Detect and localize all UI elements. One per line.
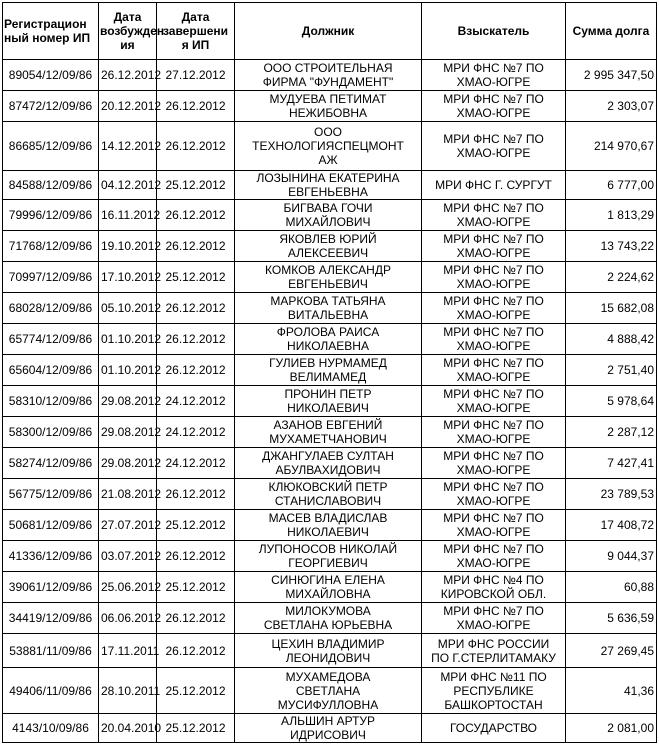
start-date-cell: 05.10.2012	[99, 293, 157, 324]
debtor-cell-line: НИКОЛАЕВНА	[287, 339, 369, 353]
claimant-cell	[422, 572, 566, 603]
claimant-cell-line: ХМАО-ЮГРЕ	[456, 432, 531, 446]
debtor-cell	[235, 714, 422, 743]
start-date-cell: 06.06.2012	[99, 603, 157, 634]
claimant-cell-line: МРИ ФНС №7 ПО	[443, 387, 544, 401]
start-date-cell: 29.08.2012	[99, 417, 157, 448]
claimant-cell-line: ГОСУДАРСТВО	[449, 721, 538, 735]
claimant-cell-line: ХМАО-ЮГРЕ	[456, 556, 531, 570]
start-date-cell: 26.12.2012	[99, 60, 157, 91]
debtor-cell-line: ГЕОРГИЕВИЧ	[288, 556, 368, 570]
debtor-cell-line: ООО	[313, 125, 342, 139]
amount-cell: 2 303,07	[566, 91, 657, 122]
start-date-cell: 20.12.2012	[99, 91, 157, 122]
debtor-cell	[235, 355, 422, 386]
debtor-cell-line: МУСИФУЛЛОВНА	[277, 697, 379, 712]
debtor-cell	[235, 262, 422, 293]
claimant-cell	[422, 634, 566, 668]
claimant-cell	[422, 479, 566, 510]
start-date-cell: 14.12.2012	[99, 122, 157, 171]
debtor-cell-line: ЕВГЕНЬЕВНА	[288, 185, 368, 199]
amount-cell: 13 743,22	[566, 231, 657, 262]
debtor-cell-line: КЛЮКОВСКИЙ ПЕТР	[268, 480, 388, 494]
amount-cell: 4 888,42	[566, 324, 657, 355]
end-date-cell: 27.12.2012	[157, 60, 235, 91]
start-date-cell: 29.08.2012	[99, 386, 157, 417]
claimant-cell-line: МРИ ФНС Г. СУРГУТ	[435, 178, 552, 192]
header-text-line: завершени	[162, 24, 228, 38]
debtor-cell-line: ПРОНИН ПЕТР	[284, 387, 372, 401]
debtor-cell-line: НЕЖИБОВНА	[288, 106, 368, 120]
start-date-cell: 27.07.2012	[99, 510, 157, 541]
debtor-cell-line: ДЖАНГУЛАЕВ СУЛТАН	[262, 449, 394, 463]
debtor-cell-line: ЦЕХИН ВЛАДИМИР	[271, 636, 385, 651]
start-date-cell: 17.11.2011	[99, 634, 157, 668]
header-text-line: Сумма долга	[572, 24, 650, 38]
reg-number-cell: 70997/12/09/86	[3, 262, 99, 293]
debtor-cell	[235, 91, 422, 122]
claimant-cell	[422, 668, 566, 714]
amount-cell: 1 813,29	[566, 200, 657, 231]
reg-number-cell: 89054/12/09/86	[3, 60, 99, 91]
claimant-cell-line: МРИ ФНС №7 ПО	[443, 132, 544, 146]
table-row	[3, 171, 657, 200]
claimant-cell-line: ХМАО-ЮГРЕ	[456, 370, 531, 384]
claimant-cell-line: ХМАО-ЮГРЕ	[456, 525, 531, 539]
reg-number-cell: 34419/12/09/86	[3, 603, 99, 634]
claimant-cell-line: ХМАО-ЮГРЕ	[456, 75, 531, 89]
debtor-cell-line: ТЕХНОЛОГИЯСПЕЦМОНТ	[252, 139, 404, 153]
end-date-cell: 26.12.2012	[157, 122, 235, 171]
col-header-amount	[566, 3, 657, 60]
debtor-cell	[235, 668, 422, 714]
end-date-cell: 26.12.2012	[157, 231, 235, 262]
reg-number-cell: 71768/12/09/86	[3, 231, 99, 262]
end-date-cell: 26.12.2012	[157, 603, 235, 634]
claimant-cell	[422, 262, 566, 293]
table-row	[3, 417, 657, 448]
debtor-cell	[235, 603, 422, 634]
end-date-cell: 26.12.2012	[157, 91, 235, 122]
claimant-cell-line: МРИ ФНС №7 ПО	[443, 449, 544, 463]
start-date-cell: 21.08.2012	[99, 479, 157, 510]
end-date-cell: 26.12.2012	[157, 634, 235, 668]
end-date-cell: 26.12.2012	[157, 293, 235, 324]
enforcement-proceedings-table	[2, 2, 657, 743]
claimant-cell-line: МРИ ФНС №7 ПО	[443, 356, 544, 370]
debtor-cell-line: ГУЛИЕВ НУРМАМЕД	[269, 356, 387, 370]
debtor-cell-line: МИХАЙЛОВНА	[285, 587, 371, 601]
header-text-line: Должник	[301, 24, 355, 38]
table-row	[3, 262, 657, 293]
table-row	[3, 91, 657, 122]
debtor-cell-line: ВИТАЛЬЕВНА	[287, 308, 369, 322]
debtor-cell	[235, 634, 422, 668]
table-row	[3, 448, 657, 479]
debtor-cell	[235, 448, 422, 479]
debtor-cell-line: ЛОЗЫНИНА ЕКАТЕРИНА	[256, 171, 400, 185]
debtor-cell	[235, 417, 422, 448]
claimant-cell-line: ХМАО-ЮГРЕ	[456, 618, 531, 632]
claimant-cell	[422, 60, 566, 91]
claimant-cell	[422, 448, 566, 479]
table-row	[3, 60, 657, 91]
debtor-cell	[235, 541, 422, 572]
start-date-cell: 01.10.2012	[99, 324, 157, 355]
debtor-cell	[235, 572, 422, 603]
end-date-cell: 26.12.2012	[157, 324, 235, 355]
claimant-cell-line: ПО Г.СТЕРЛИТАМАКУ	[431, 650, 556, 665]
claimant-cell-line: МРИ ФНС №7 ПО	[443, 92, 544, 106]
claimant-cell	[422, 171, 566, 200]
debtor-cell-line: АЛЕКСЕЕВИЧ	[287, 246, 369, 260]
debtor-cell-line: АЛЬШИН АРТУР	[280, 714, 376, 728]
claimant-cell-line: ХМАО-ЮГРЕ	[456, 463, 531, 477]
start-date-cell: 25.06.2012	[99, 572, 157, 603]
amount-cell: 5 636,59	[566, 603, 657, 634]
claimant-cell-line: ХМАО-ЮГРЕ	[456, 146, 531, 160]
debtor-cell-line: СТАНИСЛАВОВИЧ	[274, 494, 382, 508]
debtor-cell-line: СВЕТЛАНА	[295, 683, 361, 698]
reg-number-cell: 86685/12/09/86	[3, 122, 99, 171]
start-date-cell: 28.10.2011	[99, 668, 157, 714]
claimant-cell	[422, 122, 566, 171]
claimant-cell	[422, 355, 566, 386]
end-date-cell: 26.12.2012	[157, 541, 235, 572]
header-text-line: Взыскатель	[457, 24, 530, 38]
debtor-cell-line: ВЕЛИМАМЕД	[289, 370, 367, 384]
debtor-cell	[235, 386, 422, 417]
amount-cell: 23 789,53	[566, 479, 657, 510]
debtor-cell	[235, 122, 422, 171]
header-text-line: Дата	[181, 10, 210, 24]
table-row	[3, 386, 657, 417]
debtor-cell-line: АЗАНОВ ЕВГЕНИЙ	[273, 418, 383, 432]
claimant-cell-line: МРИ ФНС №7 ПО	[443, 232, 544, 246]
reg-number-cell: 56775/12/09/86	[3, 479, 99, 510]
header-text-line: ия	[120, 38, 135, 52]
debtor-cell-line: ФРОЛОВА РАИСА	[276, 325, 380, 339]
reg-number-cell: 87472/12/09/86	[3, 91, 99, 122]
claimant-cell	[422, 293, 566, 324]
start-date-cell: 17.10.2012	[99, 262, 157, 293]
debtor-cell	[235, 324, 422, 355]
amount-cell: 2 224,62	[566, 262, 657, 293]
start-date-cell: 03.07.2012	[99, 541, 157, 572]
claimant-cell-line: ХМАО-ЮГРЕ	[456, 494, 531, 508]
debtor-cell-line: МУХАМЕДОВА	[285, 669, 371, 684]
table-body	[3, 60, 657, 743]
start-date-cell: 04.12.2012	[99, 171, 157, 200]
claimant-cell-line: МРИ ФНС №7 ПО	[443, 542, 544, 556]
table-row	[3, 510, 657, 541]
claimant-cell	[422, 541, 566, 572]
reg-number-cell: 49406/11/09/86	[3, 668, 99, 714]
claimant-cell-line: МРИ ФНС №7 ПО	[443, 294, 544, 308]
debtor-cell	[235, 200, 422, 231]
end-date-cell: 24.12.2012	[157, 417, 235, 448]
claimant-cell-line: БАШКОРТОСТАН	[444, 697, 543, 712]
reg-number-cell: 65604/12/09/86	[3, 355, 99, 386]
claimant-cell-line: МРИ ФНС №11 ПО	[440, 669, 547, 684]
reg-number-cell: 39061/12/09/86	[3, 572, 99, 603]
debtor-cell	[235, 293, 422, 324]
reg-number-cell: 58274/12/09/86	[3, 448, 99, 479]
claimant-cell	[422, 417, 566, 448]
header-text-line: возбужден	[100, 24, 165, 38]
claimant-cell-line: КИРОВСКОЙ ОБЛ.	[440, 587, 547, 601]
table-row	[3, 293, 657, 324]
amount-cell: 2 081,00	[566, 714, 657, 743]
debtor-cell-line: ЯКОВЛЕВ ЮРИЙ	[279, 232, 377, 246]
claimant-cell	[422, 510, 566, 541]
table-row	[3, 122, 657, 171]
claimant-cell-line: МРИ ФНС РОССИИ	[437, 636, 550, 651]
debtor-cell	[235, 510, 422, 541]
col-header-start-date	[99, 3, 165, 60]
reg-number-cell: 58300/12/09/86	[3, 417, 99, 448]
end-date-cell: 26.12.2012	[157, 355, 235, 386]
claimant-cell-line: РЕСПУБЛИКЕ	[453, 683, 534, 698]
amount-cell: 9 044,37	[566, 541, 657, 572]
claimant-cell-line: ХМАО-ЮГРЕ	[456, 246, 531, 260]
debtor-cell-line: МИХАЙЛОВИЧ	[285, 215, 371, 229]
col-header-reg-number	[3, 3, 99, 60]
table-header-row	[3, 3, 657, 60]
debtor-cell-line: ЛЕОНИДОВИЧ	[285, 650, 371, 665]
debtor-cell-line: ФИРМА "ФУНДАМЕНТ"	[262, 75, 394, 89]
debtor-cell-line: ЛУПОНОСОВ НИКОЛАЙ	[258, 542, 398, 556]
end-date-cell: 25.12.2012	[157, 668, 235, 714]
end-date-cell: 24.12.2012	[157, 448, 235, 479]
debtor-cell-line: МУДУЕВА ПЕТИМАТ	[269, 92, 387, 106]
end-date-cell: 26.12.2012	[157, 200, 235, 231]
amount-cell: 214 970,67	[566, 122, 657, 171]
reg-number-cell: 50681/12/09/86	[3, 510, 99, 541]
debtor-cell-line: МАСЕВ ВЛАДИСЛАВ	[268, 511, 388, 525]
amount-cell: 2 995 347,50	[566, 60, 657, 91]
end-date-cell: 25.12.2012	[157, 572, 235, 603]
claimant-cell-line: ХМАО-ЮГРЕ	[456, 339, 531, 353]
debtor-cell-line: БИГВАВА ГОЧИ	[283, 201, 373, 215]
claimant-cell-line: ХМАО-ЮГРЕ	[456, 401, 531, 415]
reg-number-cell: 58310/12/09/86	[3, 386, 99, 417]
claimant-cell	[422, 200, 566, 231]
header-text-line: Регистрацион	[4, 17, 87, 31]
amount-cell: 2 287,12	[566, 417, 657, 448]
end-date-cell: 26.12.2012	[157, 479, 235, 510]
reg-number-cell: 41336/12/09/86	[3, 541, 99, 572]
debtor-cell-line: МУХАМЕТЧАНОВИЧ	[269, 432, 387, 446]
amount-cell: 27 269,45	[566, 634, 657, 668]
table-row	[3, 324, 657, 355]
debtor-cell-line: МИЛОКУМОВА	[285, 604, 371, 618]
table-row	[3, 668, 657, 714]
amount-cell: 41,36	[566, 668, 657, 714]
debtor-cell-line: ООО СТРОИТЕЛЬНАЯ	[263, 61, 393, 75]
debtor-cell	[235, 231, 422, 262]
table-row	[3, 200, 657, 231]
start-date-cell: 20.04.2010	[99, 714, 157, 743]
claimant-cell	[422, 386, 566, 417]
claimant-cell-line: МРИ ФНС №7 ПО	[443, 263, 544, 277]
amount-cell: 7 427,41	[566, 448, 657, 479]
amount-cell: 15 682,08	[566, 293, 657, 324]
claimant-cell	[422, 91, 566, 122]
claimant-cell-line: ХМАО-ЮГРЕ	[456, 308, 531, 322]
reg-number-cell: 53881/11/09/86	[3, 634, 99, 668]
header-text-line: Дата	[113, 10, 142, 24]
claimant-cell-line: МРИ ФНС №7 ПО	[443, 480, 544, 494]
amount-cell: 5 978,64	[566, 386, 657, 417]
end-date-cell: 25.12.2012	[157, 262, 235, 293]
end-date-cell: 25.12.2012	[157, 171, 235, 200]
claimant-cell-line: МРИ ФНС №7 ПО	[443, 61, 544, 75]
debtor-cell-line: ЕВГЕНЬЕВИЧ	[288, 277, 368, 291]
table-row	[3, 572, 657, 603]
claimant-cell-line: МРИ ФНС №7 ПО	[443, 604, 544, 618]
amount-cell: 6 777,00	[566, 171, 657, 200]
end-date-cell: 25.12.2012	[157, 510, 235, 541]
debtor-cell-line: СИНЮГИНА ЕЛЕНА	[271, 573, 385, 587]
debtor-cell-line: ИДРИСОВИЧ	[290, 728, 366, 742]
claimant-cell-line: ХМАО-ЮГРЕ	[456, 215, 531, 229]
end-date-cell: 25.12.2012	[157, 714, 235, 743]
claimant-cell	[422, 714, 566, 743]
claimant-cell-line: ХМАО-ЮГРЕ	[456, 277, 531, 291]
debtor-cell-line: КОМКОВ АЛЕКСАНДР	[265, 263, 391, 277]
start-date-cell: 16.11.2012	[99, 200, 157, 231]
reg-number-cell: 4143/10/09/86	[3, 714, 99, 743]
reg-number-cell: 68028/12/09/86	[3, 293, 99, 324]
debtor-cell	[235, 479, 422, 510]
debtor-cell	[235, 171, 422, 200]
claimant-cell-line: ХМАО-ЮГРЕ	[456, 106, 531, 120]
header-text-line: ный номер ИП	[4, 31, 91, 45]
claimant-cell	[422, 324, 566, 355]
claimant-cell	[422, 603, 566, 634]
debtor-cell-line: НИКОЛАЕВИЧ	[287, 401, 369, 415]
table-row	[3, 231, 657, 262]
amount-cell: 60,88	[566, 572, 657, 603]
col-header-claimant	[422, 3, 566, 60]
debtor-cell-line: АБУЛВАХИДОВИЧ	[275, 463, 381, 477]
claimant-cell-line: МРИ ФНС №7 ПО	[443, 325, 544, 339]
reg-number-cell: 79996/12/09/86	[3, 200, 99, 231]
debtor-cell-line: АЖ	[318, 153, 338, 167]
table-row	[3, 355, 657, 386]
start-date-cell: 01.10.2012	[99, 355, 157, 386]
debtor-cell-line: СВЕТЛАНА ЮРЬЕВНА	[263, 618, 393, 632]
debtor-cell-line: НИКОЛАЕВИЧ	[287, 525, 369, 539]
claimant-cell-line: МРИ ФНС №7 ПО	[443, 201, 544, 215]
end-date-cell: 24.12.2012	[157, 386, 235, 417]
table-row	[3, 479, 657, 510]
reg-number-cell: 65774/12/09/86	[3, 324, 99, 355]
debtor-cell-line: МАРКОВА ТАТЬЯНА	[270, 294, 386, 308]
start-date-cell: 29.08.2012	[99, 448, 157, 479]
table-row	[3, 634, 657, 668]
claimant-cell-line: МРИ ФНС №7 ПО	[443, 418, 544, 432]
col-header-end-date	[157, 3, 235, 60]
reg-number-cell: 84588/12/09/86	[3, 171, 99, 200]
table-row	[3, 541, 657, 572]
table-row	[3, 603, 657, 634]
amount-cell: 2 751,40	[566, 355, 657, 386]
debtor-cell	[235, 60, 422, 91]
table-row	[3, 714, 657, 743]
col-header-debtor	[235, 3, 422, 60]
claimant-cell-line: МРИ ФНС №4 ПО	[443, 573, 544, 587]
start-date-cell: 19.10.2012	[99, 231, 157, 262]
amount-cell: 17 408,72	[566, 510, 657, 541]
header-text-line: я ИП	[181, 38, 210, 52]
claimant-cell	[422, 231, 566, 262]
claimant-cell-line: МРИ ФНС №7 ПО	[443, 511, 544, 525]
